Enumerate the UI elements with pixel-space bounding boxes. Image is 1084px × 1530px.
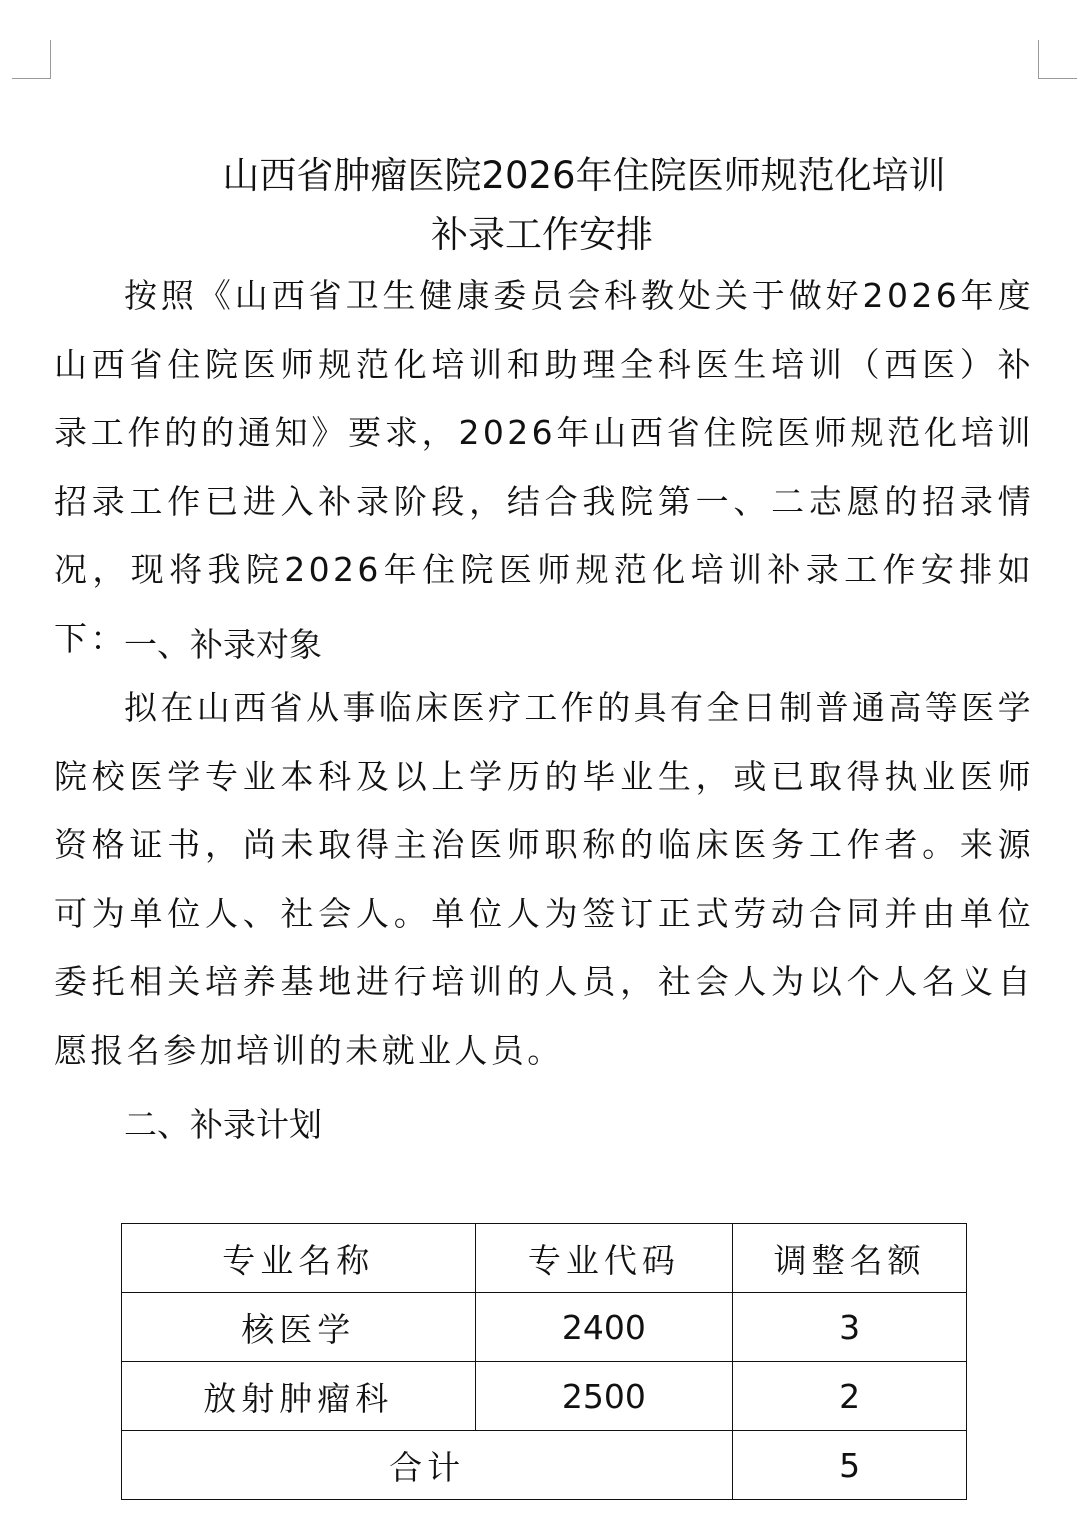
table-row <box>122 1293 967 1362</box>
table-header-row <box>122 1224 967 1293</box>
crop-mark-top-right <box>1038 40 1077 79</box>
recruitment-plan-table <box>121 1223 967 1500</box>
table-total-row <box>122 1431 967 1500</box>
total-label-cell: 合计 <box>122 1431 733 1500</box>
specialty-name-cell: 核医学 <box>122 1293 476 1362</box>
total-quota-cell: 5 <box>733 1431 967 1500</box>
recruitment-targets-paragraph: 拟在山西省从事临床医疗工作的具有全日制普通高等医学院校医学专业本科及以上学历的毕业生，或已取得执业医师资格证书，尚未取得主治医师职称的临床医务工作者。来源可为单位人、社会人。单位人为签订正式劳动合同并由单位委托相关培养基地进行培训的人员，社会人为以个人名义自愿报名参加培训的未就业人员。 <box>54 688 1034 1070</box>
specialty-code-cell: 2400 <box>475 1293 733 1362</box>
intro-paragraph: 按照《山西省卫生健康委员会科教处关于做好2026年度山西省住院医师规范化培训和助理全科医生培训（西医）补录工作的的通知》要求，2026年山西省住院医师规范化培训招录工作已进入补录阶段，结合我院第一、二志愿的招录情况，现将我院2026年住院医师规范化培训补录工作安排如下： <box>54 276 1034 658</box>
quota-cell: 3 <box>733 1293 967 1362</box>
header-specialty-code: 专业代码 <box>475 1224 733 1293</box>
header-specialty-name: 专业名称 <box>122 1224 476 1293</box>
specialty-code-cell: 2500 <box>475 1362 733 1431</box>
table-row <box>122 1362 967 1431</box>
specialty-name-cell: 放射肿瘤科 <box>122 1362 476 1431</box>
crop-mark-top-left <box>12 40 51 79</box>
section-heading-recruitment-plan: 二、补录计划 <box>124 1105 322 1144</box>
section-heading-recruitment-targets: 一、补录对象 <box>124 625 322 664</box>
document-title-line-1: 山西省肿瘤医院2026年住院医师规范化培训 <box>222 154 946 197</box>
quota-cell: 2 <box>733 1362 967 1431</box>
header-adjusted-quota: 调整名额 <box>733 1224 967 1293</box>
document-title-line-2: 补录工作安排 <box>431 213 653 256</box>
